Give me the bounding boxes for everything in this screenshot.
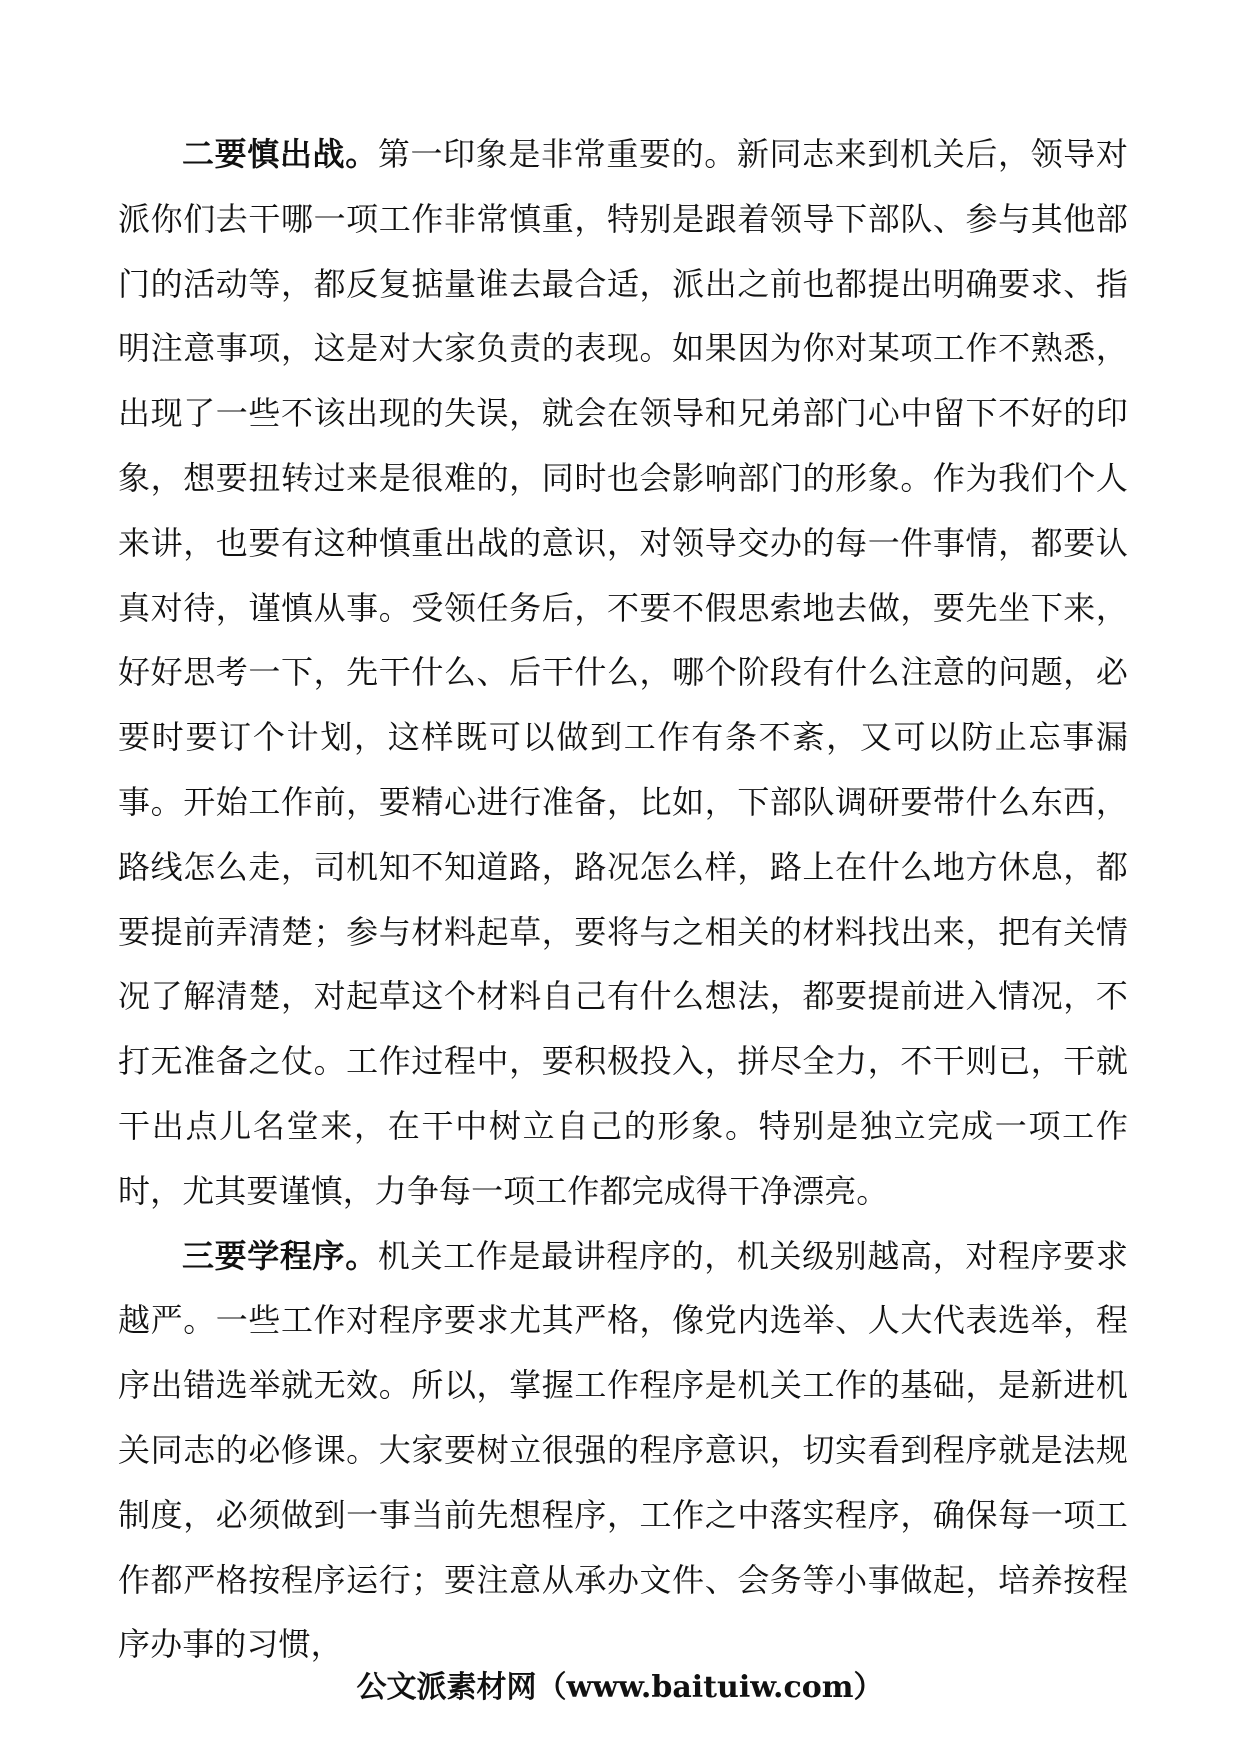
paragraph-lead: 三要学程序。: [182, 1236, 378, 1275]
paragraph-text: 第一印象是非常重要的。新同志来到机关后，领导对派你们去干哪一项工作非常慎重，特别是跟着领导下部队、参与其他部门的活动等，都反复掂量谁去最合适，派出之前也都提出明确要求、指明注意事项，这是对大家负责的表现。如果因为你对某项工作不熟悉，出现了一些不该出现的失误，就会在领导和兄弟部门心中留下不好的印象，想要扭转过来是很难的，同时也会影响部门的形象。作为我们个人来讲，也要有这种慎重出战的意识，对领导交办的每一件事情，都要认真对待，谨慎从事。受领任务后，不要不假思索地去做，要先坐下来，好好思考一下，先干什么、后干什么，哪个阶段有什么注意的问题，必要时要订个计划，这样既可以做到工作有条不紊，又可以防止忘事漏事。开始工作前，要精心进行准备，比如，下部队调研要带什么东西，路线怎么走，司机知不知道路，路况怎么样，路上在什么地方休息，都要提前弄清楚；参与材料起草，要将与之相关的材料找出来，把有关情况了解清楚，对起草这个材料自己有什么想法，都要提前进入情况，不打无准备之仗。工作过程中，要积极投入，拼尽全力，不干则已，干就干出点儿名堂来，在干中树立自己的形象。特别是独立完成一项工作时，尤其要谨慎，力争每一项工作都完成得干净漂亮。: [118, 135, 1128, 1210]
paragraph-text: 机关工作是最讲程序的，机关级别越高，对程序要求越严。一些工作对程序要求尤其严格，像党内选举、人大代表选举，程序出错选举就无效。所以，掌握工作程序是机关工作的基础，是新进机关同志的必修课。大家要树立很强的程序意识，切实看到程序就是法规制度，必须做到一事当前先想程序，工作之中落实程序，确保每一项工作都严格按程序运行；要注意从承办文件、会务等小事做起，培养按程序办事的习惯，: [118, 1236, 1128, 1664]
paragraph-xue-cheng-xu: [118, 1224, 1128, 1678]
page-footer-watermark: 公文派素材网（www.baituiw.com）: [356, 1670, 884, 1705]
paragraph-lead: 二要慎出战。: [182, 135, 378, 173]
document-body: [118, 122, 1128, 1677]
paragraph-shen-chu-zhan: [118, 122, 1128, 1224]
